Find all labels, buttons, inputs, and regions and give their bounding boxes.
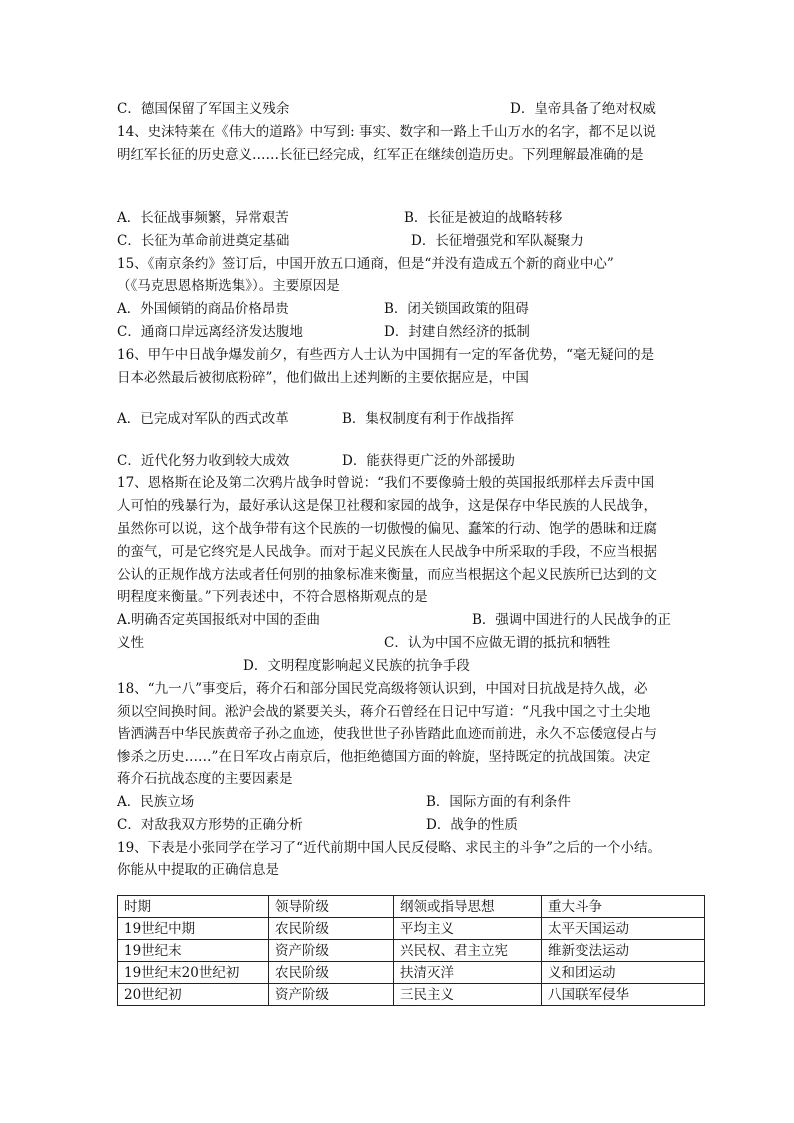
q17-stem-line3: 虽然你可以说，这个战争带有这个民族的一切傲慢的偏见、蠢笨的行动、饱学的愚昧和迂腐	[117, 521, 657, 537]
q17-stem-line5: 公认的正规作战方法或者任何别的抽象标准来衡量，而应当根据这个起义民族所已达到的文	[117, 567, 657, 583]
table-cell: 19世纪末20世纪初	[118, 962, 269, 984]
q16-option-a: A．已完成对军队的西式改革	[117, 411, 289, 427]
q17-stem-line2: 人可怕的残暴行为，最好承认这是保卫社稷和家园的战争，这是保存中华民族的人民战争，	[117, 498, 657, 514]
q17-stem-line6: 明程度来衡量。”下列表述中，不符合恩格斯观点的是	[117, 589, 428, 605]
table-header-cell: 重大斗争	[542, 896, 705, 918]
q18-option-b: B．国际方面的有利条件	[426, 794, 571, 810]
q17-option-d: D．文明程度影响起义民族的抗争手段	[243, 658, 470, 674]
q16-option-b: B．集权制度有利于作战指挥	[342, 411, 514, 427]
q15-option-a: A．外国倾销的商品价格昂贵	[117, 301, 289, 317]
table-cell: 兴民权、君主立宪	[394, 940, 542, 962]
q17-stem-line4: 的蛮气，可是它终究是人民战争。而对于起义民族在人民战争中所采取的手段，不应当根据	[117, 544, 657, 560]
q17-option-b: B．强调中国进行的人民战争的正	[472, 612, 671, 628]
q18-stem-line1: 18、“九一八”事变后，蒋介石和部分国民党高级将领认识到，中国对日抗战是持久战，必	[117, 681, 648, 697]
q19-stem-line1: 19、下表是小张同学在学习了“近代前期中国人民反侵略、求民主的斗争”之后的一个小结。	[117, 840, 661, 856]
table-header-cell: 纲领或指导思想	[394, 896, 542, 918]
table-cell: 资产阶级	[269, 940, 394, 962]
q17-option-b-cont: 义性	[117, 635, 144, 651]
q17-option-c: C．认为中国不应做无谓的抵抗和牺牲	[384, 635, 611, 651]
q14-option-a: A．长征战事频繁，异常艰苦	[117, 210, 289, 226]
q13-option-c: C．德国保留了军国主义残余	[117, 101, 290, 117]
q15-option-c: C．通商口岸远离经济发达腹地	[117, 324, 303, 340]
table-cell: 维新变法运动	[542, 940, 705, 962]
q18-stem-line2: 须以空间换时间。淞沪会战的紧要关头，蒋介石曾经在日记中写道：“凡我中国之寸土尖地	[117, 704, 651, 720]
table-cell: 20世纪初	[118, 984, 269, 1006]
q15-option-b: B．闭关锁国政策的阻碍	[384, 301, 529, 317]
q18-stem-line5: 蒋介石抗战态度的主要因素是	[117, 771, 293, 787]
q14-option-b: B．长征是被迫的战略转移	[404, 210, 563, 226]
summary-table	[117, 895, 705, 1006]
table-cell: 平均主义	[394, 918, 542, 940]
table-cell: 扶清灭洋	[394, 962, 542, 984]
q17-option-a: A.明确否定英国报纸对中国的歪曲	[117, 612, 321, 628]
q14-option-d: D．长征增强党和军队凝聚力	[411, 233, 584, 249]
table-cell: 义和团运动	[542, 962, 705, 984]
q16-option-c: C．近代化努力收到较大成效	[117, 453, 290, 469]
table-row	[118, 962, 705, 984]
q16-option-d: D．能获得更广泛的外部援助	[342, 453, 515, 469]
table-cell: 太平天国运动	[542, 918, 705, 940]
table-cell: 资产阶级	[269, 984, 394, 1006]
q13-option-d: D．皇帝具备了绝对权威	[510, 101, 656, 117]
table-row	[118, 918, 705, 940]
q18-option-c: C．对敌我双方形势的正确分析	[117, 817, 303, 833]
q15-option-d: D．封建自然经济的抵制	[384, 324, 530, 340]
q18-stem-line3: 皆洒满吾中华民族黄帝子孙之血迹，使我世世子孙皆踏此血迹而前进，永久不忘倭寇侵占与	[117, 726, 657, 742]
table-cell: 19世纪中期	[118, 918, 269, 940]
q17-stem-line1: 17、恩格斯在论及第二次鸦片战争时曾说：“我们不要像骑士般的英国报纸那样去斥责中国	[117, 475, 655, 491]
q19-stem-line2: 你能从中提取的正确信息是	[117, 862, 279, 878]
table-cell: 三民主义	[394, 984, 542, 1006]
table-cell: 19世纪末	[118, 940, 269, 962]
q18-stem-line4: 惨杀之历史……”在日军攻占南京后，他拒绝德国方面的斡旋，坚持既定的抗战国策。决定	[117, 749, 651, 765]
q16-stem-line2: 日本必然最后被彻底粉碎”，他们做出上述判断的主要依据应是，中国	[117, 370, 529, 386]
q18-option-a: A．民族立场	[117, 794, 195, 810]
q14-stem-line2: 明红军长征的历史意义……长征已经完成，红军正在继续创造历史。下列理解最准确的是	[117, 147, 644, 163]
table-cell: 农民阶级	[269, 962, 394, 984]
table-header-cell: 时期	[118, 896, 269, 918]
table-cell: 八国联军侵华	[542, 984, 705, 1006]
table-header-row	[118, 896, 705, 918]
q14-option-c: C．长征为革命前进奠定基础	[117, 233, 290, 249]
q16-stem-line1: 16、甲午中日战争爆发前夕，有些西方人士认为中国拥有一定的军备优势，“毫无疑问的是	[117, 347, 655, 363]
table-header-cell: 领导阶级	[269, 896, 394, 918]
q18-option-d: D．战争的性质	[426, 817, 518, 833]
table-row	[118, 984, 705, 1006]
q14-stem-line1: 14、史沫特莱在《伟大的道路》中写到: 事实、数字和一路上千山万水的名字，都不足以说	[117, 124, 657, 140]
q15-stem-line2: （《马克思恩格斯选集》）。主要原因是	[117, 278, 340, 294]
q15-stem-line1: 15、《南京条约》签订后，中国开放五口通商，但是“并没有造成五个新的商业中心”	[117, 256, 614, 272]
table-cell: 农民阶级	[269, 918, 394, 940]
table-row	[118, 940, 705, 962]
